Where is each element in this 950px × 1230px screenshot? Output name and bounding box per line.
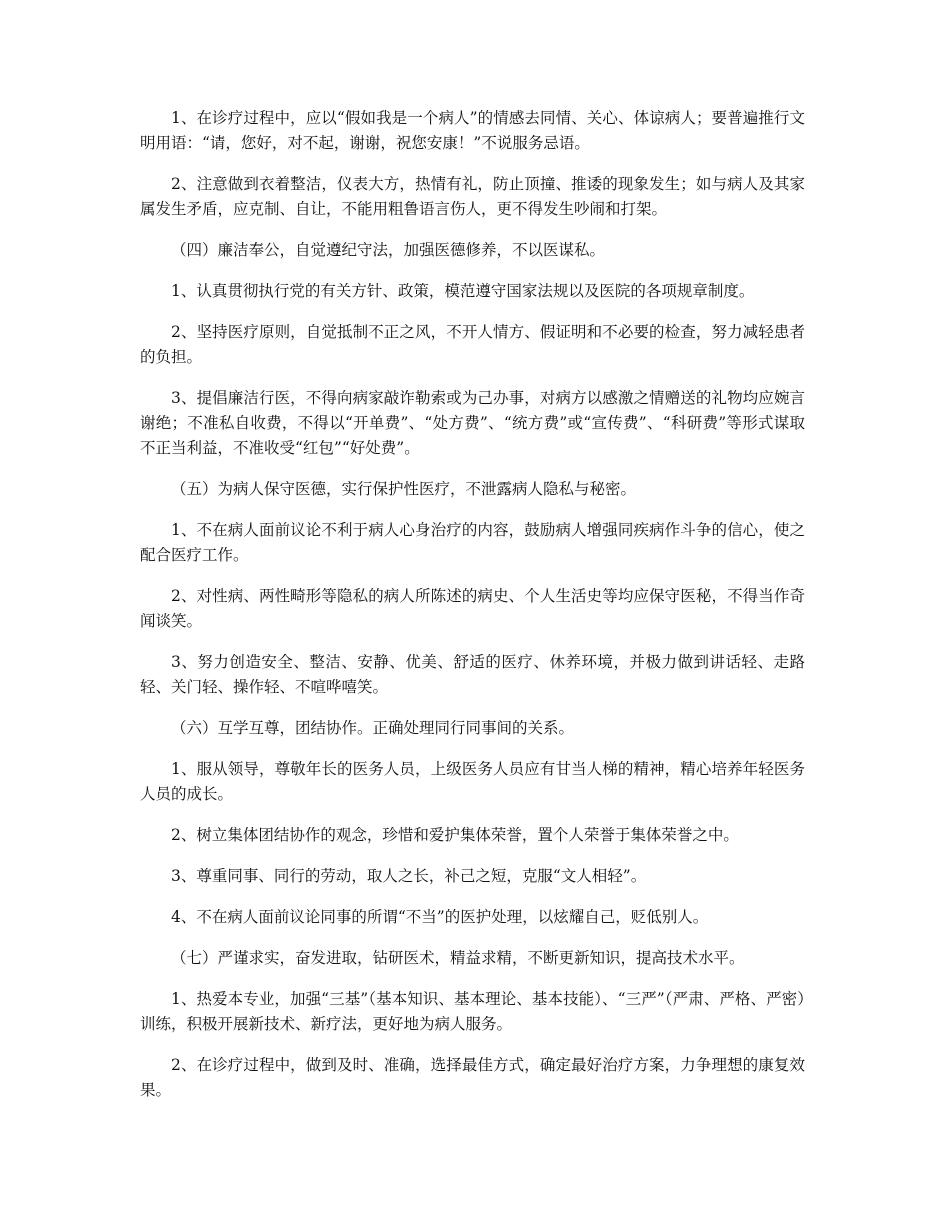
paragraph: 3、努力创造安全、整洁、安静、优美、舒适的医疗、休养环境，并极力做到讲话轻、走路轻、关门轻、操作轻、不喧哗嘻笑。 [140, 653, 805, 696]
section-heading: （七）严谨求实，奋发进取，钻研医术，精益求精，不断更新知识，提高技术水平。 [171, 949, 745, 967]
paragraph: 2、对性病、两性畸形等隐私的病人所陈述的病史、个人生活史等均应保守医秘，不得当作奇闻谈笑。 [140, 587, 805, 630]
paragraph: 2、树立集体团结协作的观念，珍惜和爱护集体荣誉，置个人荣誉于集体荣誉之中。 [171, 826, 739, 844]
paragraph: 1、认真贯彻执行党的有关方针、政策，模范遵守国家法规以及医院的各项规章制度。 [171, 282, 755, 300]
section-heading: （四）廉洁奉公，自觉遵纪守法，加强医德修养，不以医谋私。 [171, 241, 606, 259]
document-body [140, 106, 805, 1119]
paragraph: 3、提倡廉洁行医，不得向病家敲诈勒索或为己办事，对病方以感激之情赠送的礼物均应婉言谢绝；不准私自收费，不得以“开单费”、“处方费”、“统方费”或“宣传费”、“科研费”等形式谋取不正当利益，不准收受“红包”“好处费”。 [140, 389, 805, 457]
paragraph: 1、不在病人面前议论不利于病人心身治疗的内容，鼓励病人增强同疾病作斗争的信心，使之配合医疗工作。 [140, 521, 805, 564]
paragraph: 1、热爱本专业，加强“三基”（基本知识、基本理论、基本技能）、“三严”（严肃、严格、严密）训练，积极开展新技术、新疗法，更好地为病人服务。 [140, 990, 805, 1033]
paragraph: 2、在诊疗过程中，做到及时、准确，选择最佳方式，确定最好治疗方案，力争理想的康复效果。 [140, 1056, 805, 1099]
section-heading: （五）为病人保守医德，实行保护性医疗，不泄露病人隐私与秘密。 [171, 480, 637, 498]
section-heading: （六）互学互尊，团结协作。正确处理同行同事间的关系。 [171, 719, 575, 737]
paragraph: 1、服从领导，尊敬年长的医务人员，上级医务人员应有甘当人梯的精神，精心培养年轻医务人员的成长。 [140, 760, 805, 803]
paragraph: 2、注意做到衣着整洁，仪表大方，热情有礼，防止顶撞、推诿的现象发生；如与病人及其家属发生矛盾，应克制、自让，不能用粗鲁语言伤人，更不得发生吵闹和打架。 [140, 175, 805, 218]
paragraph: 4、不在病人面前议论同事的所谓“不当”的医护处理，以炫耀自己，贬低别人。 [171, 908, 709, 926]
paragraph: 2、坚持医疗原则，自觉抵制不正之风，不开人情方、假证明和不必要的检查，努力减轻患者的负担。 [140, 323, 805, 366]
paragraph: 3、尊重同事、同行的劳动，取人之长，补己之短，克服“文人相轻”。 [171, 867, 647, 885]
paragraph: 1、在诊疗过程中，应以“假如我是一个病人”的情感去同情、关心、体谅病人；要普遍推行文明用语：“请，您好，对不起，谢谢，祝您安康！”不说服务忌语。 [140, 109, 805, 152]
